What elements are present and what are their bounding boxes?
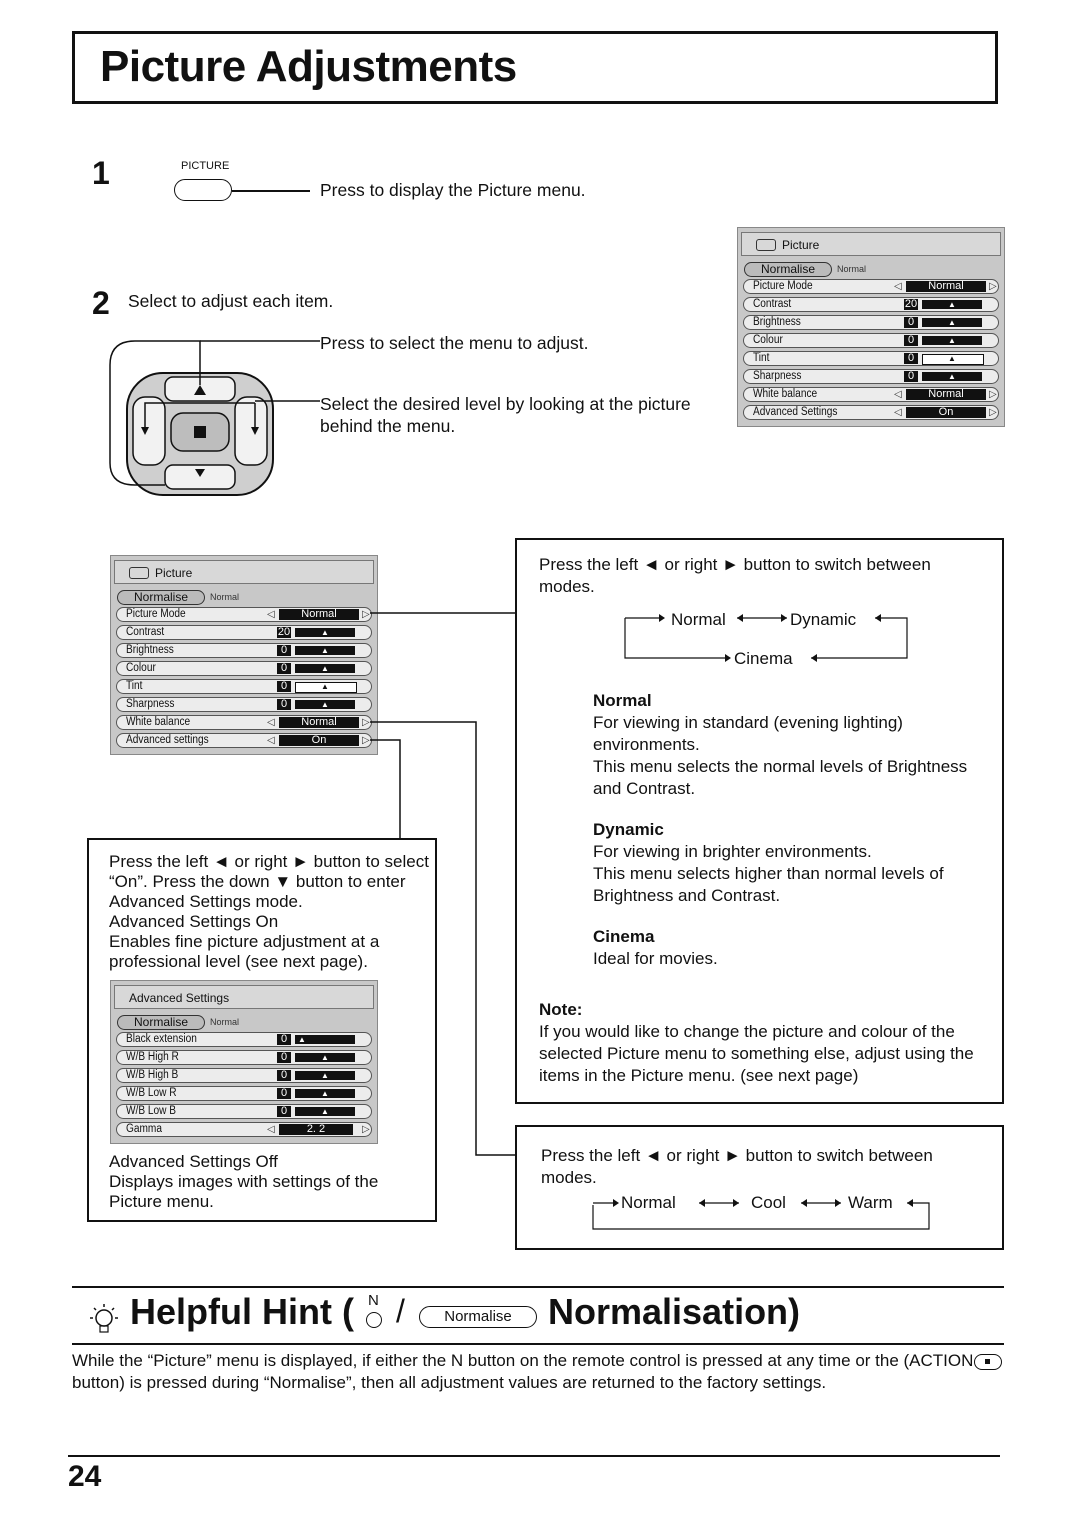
normalise-button[interactable]: Normalise [744, 262, 832, 277]
menu-row-label: Brightness [126, 644, 174, 656]
menu-row-value: 0 [277, 1088, 291, 1099]
menu-row[interactable] [116, 1032, 372, 1047]
advanced-off-title: Advanced Settings Off [109, 1152, 278, 1171]
menu-row-label: Picture Mode [753, 280, 813, 292]
hint-body: While the “Picture” menu is displayed, if either the N button on the remote control is pressed at any time or the (ACTION button) is pressed during “Normalise”, then all adjustment values are returned to the factory settings. [72, 1351, 974, 1392]
menu-row-value: Normal [906, 389, 986, 400]
n-button-label: N [368, 1292, 379, 1309]
menu-row-label: White balance [126, 716, 191, 728]
mode-cycle-cinema: Cinema [734, 649, 793, 668]
right-arrow-icon[interactable]: ▷ [362, 1124, 370, 1135]
hint-title-end: Normalisation) [548, 1291, 801, 1332]
menu-row-value: Normal [279, 609, 359, 620]
left-arrow-icon[interactable]: ◁ [267, 717, 275, 728]
slider-marker-icon: ▲ [948, 318, 956, 327]
menu-row-value: 0 [904, 335, 918, 346]
menu-header [114, 985, 374, 1009]
page-number: 24 [68, 1460, 102, 1493]
menu-row-value: On [906, 407, 986, 418]
menu-row-label: Sharpness [126, 698, 175, 710]
normalise-value: Normal [837, 264, 867, 274]
menu-row-value: 0 [277, 645, 291, 656]
advanced-instructions: Press the left ◄ or right ► button to select “On”. Press the down ▼ button to enter Advanced Settings mode. [109, 852, 429, 911]
slider-marker-icon: ▲ [321, 1053, 329, 1062]
menu-row-label: W/B Low R [126, 1087, 177, 1099]
footer-rule [68, 1455, 1000, 1457]
left-arrow-icon[interactable]: ◁ [267, 735, 275, 746]
step-1-number: 1 [92, 155, 110, 191]
menu-row-label: Advanced settings [126, 734, 209, 746]
mode-intro: Press the left ◄ or right ► button to switch between modes. [539, 555, 931, 596]
white-balance-box [515, 1125, 1004, 1250]
menu-row-value: 0 [277, 681, 291, 692]
menu-row-label: Colour [126, 662, 156, 674]
normalise-button[interactable]: Normalise [117, 1015, 205, 1030]
hint-title-start: Helpful Hint ( [130, 1291, 354, 1332]
menu-row-label: White balance [753, 388, 818, 400]
right-arrow-icon[interactable]: ▷ [989, 389, 997, 400]
slider-marker-icon: ▲ [321, 700, 329, 709]
menu-row-label: Sharpness [753, 370, 802, 382]
advanced-on-title: Advanced Settings On [109, 912, 279, 931]
left-arrow-icon[interactable]: ◁ [267, 609, 275, 620]
slider-marker-icon: ▲ [321, 1089, 329, 1098]
menu-row-label: Brightness [753, 316, 801, 328]
press-select-text: Press to select the menu to adjust. [320, 333, 589, 353]
normalise-value: Normal [210, 592, 240, 602]
menu-row-value: 0 [277, 1052, 291, 1063]
wb-intro: Press the left ◄ or right ► button to switch between modes. [541, 1146, 933, 1187]
menu-row-label: Picture Mode [126, 608, 186, 620]
advanced-settings-box [87, 838, 437, 1222]
menu-row-value: Normal [906, 281, 986, 292]
slider-marker-icon: ▲ [948, 354, 956, 363]
picture-mode-box [515, 538, 1004, 1104]
normalise-button[interactable]: Normalise [117, 590, 205, 605]
slider-marker-icon: ▲ [298, 1035, 306, 1044]
left-arrow-icon[interactable]: ◁ [894, 407, 902, 418]
lightbulb-icon [86, 1302, 122, 1338]
menu-row-label: Colour [753, 334, 783, 346]
right-arrow-icon[interactable]: ▷ [362, 735, 370, 746]
menu-row-label: Contrast [126, 626, 165, 638]
mode-cinema-title: Cinema [593, 927, 655, 946]
right-arrow-icon[interactable]: ▷ [989, 281, 997, 292]
menu-row-value: 0 [277, 1070, 291, 1081]
right-arrow-icon[interactable]: ▷ [989, 407, 997, 418]
wb-cycle-cool: Cool [751, 1193, 786, 1212]
menu-row-value: 2. 2 [279, 1124, 353, 1135]
menu-row-value: 20 [277, 626, 291, 638]
mode-cycle-normal: Normal [671, 610, 726, 629]
menu-row[interactable] [116, 1050, 372, 1065]
slider-marker-icon: ▲ [948, 300, 956, 309]
mode-cycle-dynamic: Dynamic [790, 610, 857, 629]
menu-row-label: W/B High B [126, 1069, 179, 1081]
page-title: Picture Adjustments [100, 42, 517, 91]
mode-dynamic-title: Dynamic [593, 820, 664, 839]
slider-marker-icon: ▲ [948, 372, 956, 381]
menu-row-value: 0 [277, 1106, 291, 1117]
menu-row[interactable] [116, 1086, 372, 1101]
left-arrow-icon[interactable]: ◁ [894, 281, 902, 292]
slider-marker-icon: ▲ [321, 628, 329, 637]
mode-normal-desc: For viewing in standard (evening lighting) environments. This menu selects the normal levels of Brightness and Contrast. [593, 713, 968, 798]
menu-row-value: Normal [279, 717, 359, 728]
slider-marker-icon: ▲ [321, 646, 329, 655]
slider-marker-icon: ▲ [321, 682, 329, 691]
menu-row[interactable] [116, 1122, 372, 1137]
menu-row-value: 0 [277, 699, 291, 710]
advanced-settings-menu [110, 980, 378, 1144]
menu-row-label: Black extension [126, 1033, 197, 1045]
mode-dynamic-desc: For viewing in brighter environments. This menu selects higher than normal levels of Brightness and Contrast. [593, 842, 944, 905]
normalise-button-icon: Normalise [419, 1306, 537, 1328]
menu-row-label: Contrast [753, 298, 792, 310]
menu-row-label: Tint [126, 680, 143, 692]
left-arrow-icon[interactable]: ◁ [894, 389, 902, 400]
mode-normal-title: Normal [593, 691, 652, 710]
right-arrow-icon[interactable]: ▷ [362, 717, 370, 728]
normalise-value: Normal [210, 1017, 240, 1027]
menu-row-label: W/B Low B [126, 1105, 177, 1117]
step-2-text: Select to adjust each item. [128, 291, 334, 311]
action-button-icon [974, 1354, 1002, 1370]
menu-row-value: 0 [277, 663, 291, 674]
menu-row-label: Advanced Settings [753, 406, 838, 418]
wb-cycle-normal: Normal [621, 1193, 676, 1212]
menu-row-value: 0 [904, 317, 918, 328]
hint-top-rule [72, 1286, 1004, 1288]
wb-cycle-warm: Warm [848, 1193, 893, 1212]
advanced-off-desc: Displays images with settings of the Picture menu. [109, 1172, 379, 1211]
menu-title: Picture [155, 566, 193, 580]
slider-marker-icon: ▲ [948, 336, 956, 345]
note-title: Note: [539, 1000, 583, 1019]
picture-button-label: PICTURE [181, 160, 230, 172]
menu-row-label: W/B High R [126, 1051, 179, 1063]
hint-slash: / [396, 1293, 405, 1329]
advanced-on-desc: Enables fine picture adjustment at a professional level (see next page). [109, 932, 380, 971]
right-arrow-icon[interactable]: ▷ [362, 609, 370, 620]
hint-bottom-rule [72, 1343, 1004, 1345]
slider-marker-icon: ▲ [321, 1071, 329, 1080]
menu-row-value: 20 [904, 298, 918, 310]
mode-cinema-desc: Ideal for movies. [593, 949, 718, 968]
note-text: If you would like to change the picture and colour of the selected Picture menu to something else, adjust using the items in the Picture menu. (see next page) [539, 1022, 974, 1085]
n-button-icon [366, 1312, 382, 1328]
menu-row-value: On [279, 735, 359, 746]
slider-marker-icon: ▲ [321, 1107, 329, 1116]
menu-row-value: 0 [904, 353, 918, 364]
step-1-text: Press to display the Picture menu. [320, 180, 586, 200]
left-arrow-icon[interactable]: ◁ [267, 1124, 275, 1135]
slider-marker-icon: ▲ [321, 664, 329, 673]
menu-row-label: Tint [753, 352, 770, 364]
menu-title: Advanced Settings [129, 991, 230, 1005]
step-2-number: 2 [92, 285, 110, 321]
menu-title: Picture [782, 238, 820, 252]
menu-row-value: 0 [904, 371, 918, 382]
select-level-text: Select the desired level by looking at the picture behind the menu. [320, 394, 691, 436]
menu-row[interactable] [116, 1068, 372, 1083]
menu-row[interactable] [116, 1104, 372, 1119]
menu-row-value: 0 [277, 1034, 291, 1045]
menu-row-label: Gamma [126, 1123, 162, 1135]
